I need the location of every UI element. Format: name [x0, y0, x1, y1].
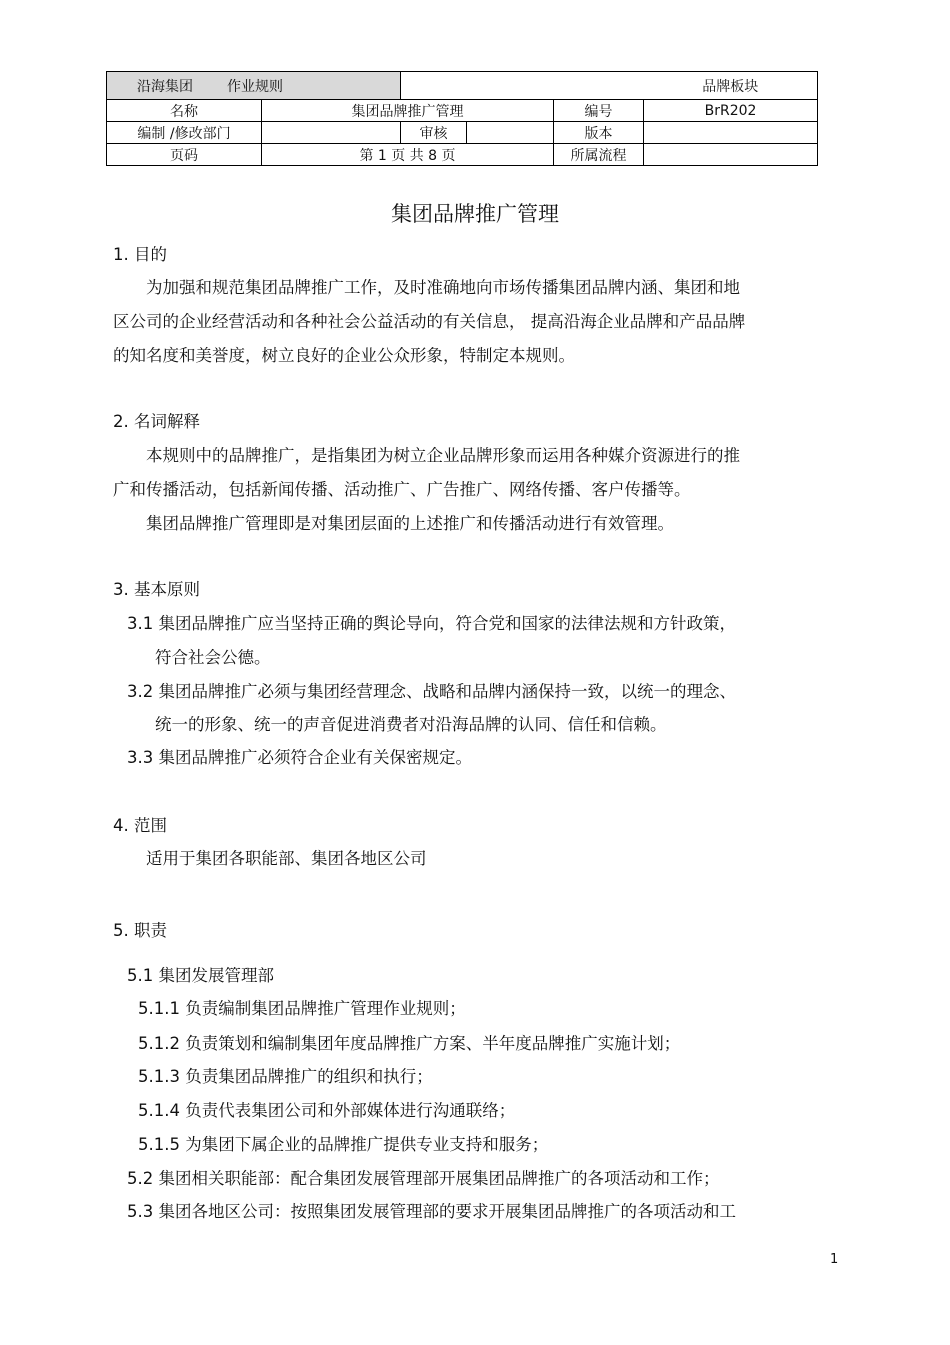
section-heading: 1. 目的 [113, 245, 167, 264]
list-item: 5.1.1 负责编制集团品牌推广管理作业规则； [138, 999, 466, 1018]
name-label: 名称 [107, 100, 262, 122]
document-header-table [106, 71, 818, 166]
review-value [467, 122, 554, 144]
subsection-heading: 5.1 集团发展管理部 [127, 966, 274, 985]
page-number: 1 [830, 1252, 839, 1267]
list-item: 5.1.4 负责代表集团公司和外部媒体进行沟通联络； [138, 1101, 516, 1120]
document-title: 集团品牌推广管理 [391, 202, 559, 226]
paragraph-line: 广和传播活动，包括新闻传播、活动推广、广告推广、网络传播、客户传播等。 [113, 480, 691, 499]
name-value: 集团品牌推广管理 [262, 100, 554, 122]
company-name: 沿海集团 [137, 78, 193, 95]
list-item: 5.1.2 负责策划和编制集团年度品牌推广方案、半年度品牌推广实施计划； [138, 1034, 681, 1053]
company-doctype-cell [107, 72, 401, 100]
section-heading: 5. 职责 [113, 921, 167, 940]
page-label: 页码 [107, 144, 262, 166]
paragraph-line: 区公司的企业经营活动和各种社会公益活动的有关信息， 提高沿海企业品牌和产品品牌 [113, 312, 746, 331]
dept-value [262, 122, 401, 144]
list-item-continuation: 统一的形象、统一的声音促进消费者对沿海品牌的认同、信任和信赖。 [155, 715, 667, 734]
paragraph-line: 本规则中的品牌推广，是指集团为树立企业品牌形象而运用各种媒介资源进行的推 [146, 446, 740, 465]
doc-type: 作业规则 [227, 78, 283, 95]
section-heading: 4. 范围 [113, 816, 167, 835]
version-value [644, 122, 818, 144]
code-value: BrR202 [644, 100, 818, 122]
dept-label: 编制 /修改部门 [107, 122, 262, 144]
list-item-continuation: 符合社会公德。 [155, 648, 271, 667]
list-item: 5.1.5 为集团下属企业的品牌推广提供专业支持和服务； [138, 1135, 549, 1154]
paragraph-line: 为加强和规范集团品牌推广工作，及时准确地向市场传播集团品牌内涵、集团和地 [146, 278, 740, 297]
code-label: 编号 [554, 100, 644, 122]
header-empty-cell [401, 72, 644, 100]
paragraph-line: 的知名度和美誉度，树立良好的企业公众形象，特制定本规则。 [113, 346, 575, 365]
list-item: 5.1.3 负责集团品牌推广的组织和执行； [138, 1067, 433, 1086]
process-value [644, 144, 818, 166]
process-label: 所属流程 [554, 144, 644, 166]
paragraph-line: 适用于集团各职能部、集团各地区公司 [146, 849, 427, 868]
list-item: 3.1 集团品牌推广应当坚持正确的舆论导向，符合党和国家的法律法规和方针政策， [127, 614, 736, 633]
review-label: 审核 [401, 122, 467, 144]
list-item: 3.3 集团品牌推广必须符合企业有关保密规定。 [127, 748, 472, 767]
section-heading: 3. 基本原则 [113, 580, 200, 599]
list-item: 3.2 集团品牌推广必须与集团经营理念、战略和品牌内涵保持一致，以统一的理念、 [127, 682, 736, 701]
paragraph-line: 集团品牌推广管理即是对集团层面的上述推广和传播活动进行有效管理。 [146, 514, 674, 533]
list-item: 5.3 集团各地区公司：按照集团发展管理部的要求开展集团品牌推广的各项活动和工 [127, 1202, 736, 1221]
page-value: 第 1 页 共 8 页 [262, 144, 554, 166]
section-heading: 2. 名词解释 [113, 412, 200, 431]
section-label: 品牌板块 [644, 72, 818, 100]
version-label: 版本 [554, 122, 644, 144]
list-item: 5.2 集团相关职能部：配合集团发展管理部开展集团品牌推广的各项活动和工作； [127, 1169, 720, 1188]
